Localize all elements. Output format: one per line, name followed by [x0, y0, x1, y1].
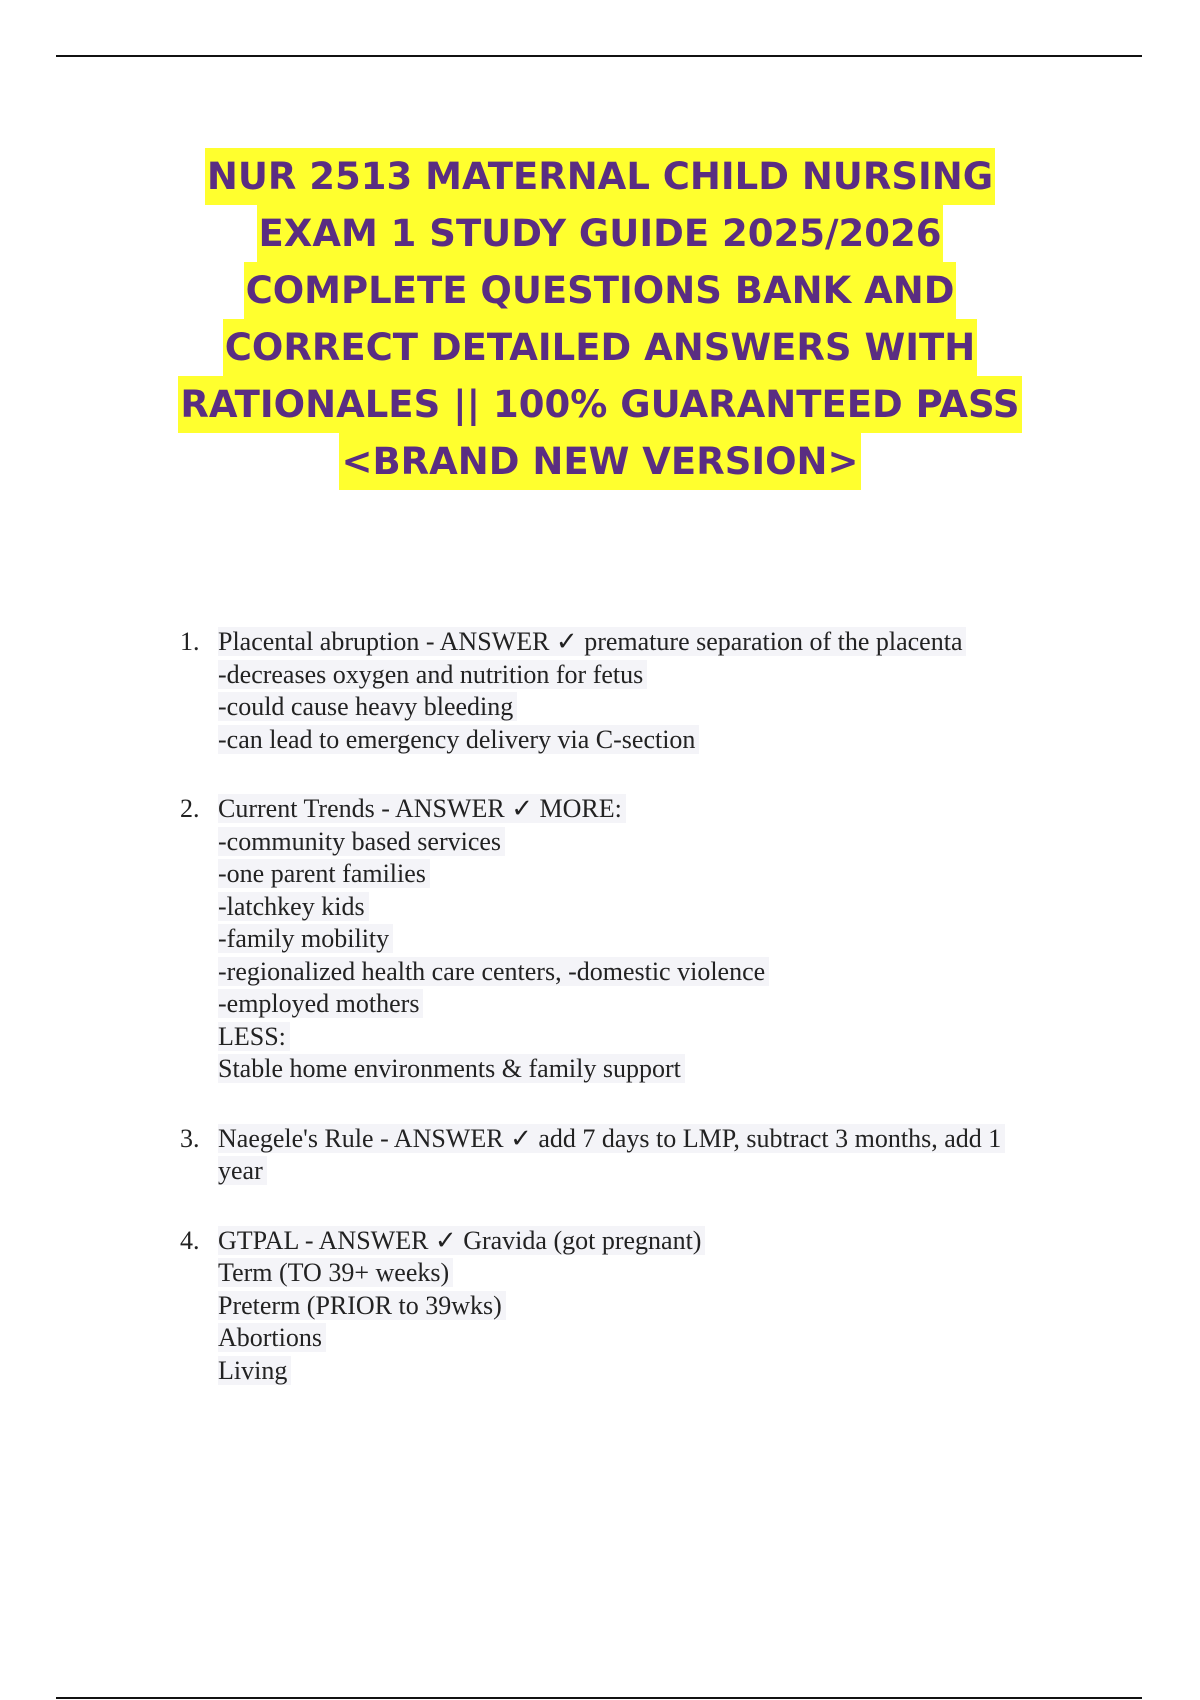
top-divider	[56, 55, 1142, 57]
item-number: 2.	[180, 794, 200, 823]
title-line: COMPLETE QUESTIONS BANK AND	[244, 262, 957, 319]
title-line: EXAM 1 STUDY GUIDE 2025/2026	[257, 205, 944, 262]
qa-item	[0, 1123, 1098, 1188]
answer-line: GTPAL - ANSWER ✓ Gravida (got pregnant)	[218, 1226, 705, 1255]
answer-line: -community based services	[218, 827, 505, 856]
answer-line: Stable home environments & family support	[218, 1054, 685, 1083]
item-number: 4.	[180, 1225, 200, 1255]
item-number: 3.	[180, 1123, 200, 1153]
answer-line: -family mobility	[218, 924, 393, 953]
answer-line: -one parent families	[218, 859, 430, 888]
answer-line: -could cause heavy bleeding	[218, 692, 517, 721]
title-line: CORRECT DETAILED ANSWERS WITH	[223, 319, 977, 376]
title-line: RATIONALES || 100% GUARANTEED PASS	[178, 376, 1021, 433]
answer-line: year	[218, 1156, 267, 1185]
title-line: NUR 2513 MATERNAL CHILD NURSING	[205, 148, 995, 205]
title-line: <BRAND NEW VERSION>	[339, 433, 860, 490]
qa-item	[0, 626, 1098, 756]
answer-line: Abortions	[218, 1323, 326, 1352]
answer-line: Placental abruption - ANSWER ✓ premature separation of the placenta	[218, 627, 966, 656]
answer-line: -latchkey kids	[218, 892, 369, 921]
answer-line: Naegele's Rule - ANSWER ✓ add 7 days to LMP, subtract 3 months, add 1	[218, 1124, 1005, 1153]
answer-line: Term (TO 39+ weeks)	[218, 1258, 453, 1287]
qa-item	[0, 793, 1098, 1086]
answer-line: Preterm (PRIOR to 39wks)	[218, 1291, 506, 1320]
answer-line: -employed mothers	[218, 989, 423, 1018]
answer-line: LESS:	[218, 1022, 290, 1051]
answer-line: -regionalized health care centers, -domestic violence	[218, 957, 769, 986]
answer-line: -can lead to emergency delivery via C-section	[218, 725, 699, 754]
qa-item	[0, 1225, 1098, 1388]
document-title	[60, 148, 1140, 490]
answer-line: Living	[218, 1356, 291, 1385]
item-number: 1.	[180, 627, 200, 656]
answer-line: Current Trends - ANSWER ✓ MORE:	[218, 794, 626, 823]
qa-list	[0, 626, 1200, 1424]
bottom-divider	[56, 1697, 1142, 1699]
answer-line: -decreases oxygen and nutrition for fetus	[218, 660, 647, 689]
